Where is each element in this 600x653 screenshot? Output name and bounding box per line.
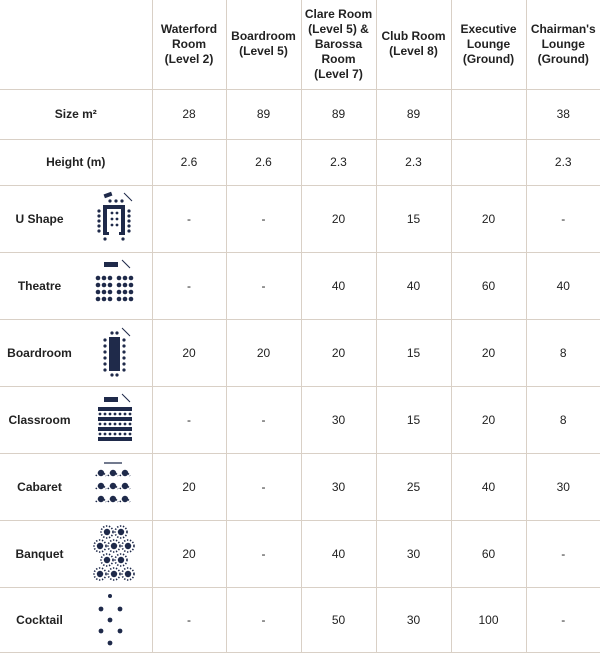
venue-name-line: Clare Room — [304, 6, 373, 21]
row-label: Banquet — [0, 520, 79, 587]
table-cell: 20 — [152, 453, 226, 520]
row-label: Height (m) — [0, 139, 152, 185]
table-cell: - — [226, 185, 301, 252]
cabaret-layout-icon — [92, 459, 138, 515]
venue-name-line: Room — [321, 51, 356, 66]
u-shape-layout-icon — [92, 191, 138, 247]
table-cell: 89 — [226, 89, 301, 139]
venue-header-chairmans-lounge — [526, 0, 600, 89]
table-cell: 100 — [451, 587, 526, 652]
row-label: U Shape — [0, 185, 79, 252]
row-label: Theatre — [0, 252, 79, 319]
table-row-classroom — [0, 386, 600, 453]
venue-name-line: Boardroom — [231, 29, 296, 44]
row-label: Cabaret — [0, 453, 79, 520]
row-label: Cocktail — [0, 587, 79, 652]
venue-name-line: Barossa — [314, 36, 363, 51]
header-row — [0, 0, 600, 89]
venue-name-line: Room — [172, 36, 206, 51]
venue-name-line: Executive — [460, 21, 517, 36]
table-cell: 28 — [152, 89, 226, 139]
table-cell: - — [226, 520, 301, 587]
layout-icon-cell — [79, 185, 152, 252]
boardroom-layout-icon — [92, 325, 138, 381]
table-cell: 20 — [152, 520, 226, 587]
table-cell: 20 — [301, 185, 376, 252]
layout-icon-cell — [79, 453, 152, 520]
venue-name-line: (Level 8) — [389, 44, 438, 59]
table-cell: - — [226, 386, 301, 453]
table-cell: 2.6 — [152, 139, 226, 185]
venue-header-waterford — [152, 0, 226, 89]
table-cell: - — [152, 587, 226, 652]
table-cell: 15 — [376, 319, 451, 386]
table-row-banquet — [0, 520, 600, 587]
table-cell: 40 — [301, 252, 376, 319]
table-row-height — [0, 139, 600, 185]
table-cell: 60 — [451, 252, 526, 319]
layout-icon-cell — [79, 386, 152, 453]
layout-icon-cell — [79, 587, 152, 652]
row-label: Boardroom — [0, 319, 79, 386]
venue-header-boardroom — [226, 0, 301, 89]
table-cell: 40 — [451, 453, 526, 520]
table-row-u-shape — [0, 185, 600, 252]
table-cell: 40 — [526, 252, 600, 319]
table-cell: - — [152, 252, 226, 319]
table-cell: 20 — [451, 185, 526, 252]
table-row-boardroom — [0, 319, 600, 386]
venue-name-line: (Ground) — [462, 51, 515, 66]
table-cell: 30 — [301, 453, 376, 520]
venue-name-line: (Level 5) — [239, 44, 288, 59]
venue-name-line: (Level 2) — [164, 51, 214, 66]
banquet-layout-icon — [92, 524, 138, 584]
table-cell: 89 — [301, 89, 376, 139]
venue-name-line: Lounge — [466, 36, 511, 51]
table-cell: 38 — [526, 89, 600, 139]
table-cell: 30 — [526, 453, 600, 520]
venue-name-line: Club Room — [381, 29, 446, 44]
table-row-theatre — [0, 252, 600, 319]
venue-header-executive-lounge — [451, 0, 526, 89]
table-cell: 30 — [376, 520, 451, 587]
table-cell: 20 — [152, 319, 226, 386]
table-cell — [451, 139, 526, 185]
table-cell: 8 — [526, 319, 600, 386]
layout-icon-cell — [79, 252, 152, 319]
venue-header-club-room — [376, 0, 451, 89]
venue-name-line: (Level 7) — [314, 66, 363, 81]
table-cell: 2.3 — [526, 139, 600, 185]
row-label: Classroom — [0, 386, 79, 453]
table-row-size — [0, 89, 600, 139]
table-row-cocktail — [0, 587, 600, 652]
layout-icon-cell — [79, 319, 152, 386]
table-cell — [451, 89, 526, 139]
table-cell: 2.3 — [376, 139, 451, 185]
table-cell: 40 — [376, 252, 451, 319]
table-cell: - — [152, 185, 226, 252]
table-cell: 30 — [301, 386, 376, 453]
row-label: Size m² — [0, 89, 152, 139]
table-cell: 20 — [451, 386, 526, 453]
table-cell: 40 — [301, 520, 376, 587]
venue-header-clare-barossa — [301, 0, 376, 89]
venue-name-line: (Level 5) & — [308, 21, 369, 36]
table-cell: 20 — [226, 319, 301, 386]
venue-name-line: Lounge — [541, 36, 585, 51]
table-cell: - — [226, 453, 301, 520]
corner-cell — [0, 0, 152, 89]
table-cell: 30 — [376, 587, 451, 652]
table-cell: 8 — [526, 386, 600, 453]
cocktail-layout-icon — [92, 591, 138, 649]
table-cell: - — [226, 252, 301, 319]
theatre-layout-icon — [92, 258, 138, 314]
table-cell: 25 — [376, 453, 451, 520]
table-cell: 2.6 — [226, 139, 301, 185]
table-cell: - — [226, 587, 301, 652]
table-cell: - — [152, 386, 226, 453]
table-cell: 50 — [301, 587, 376, 652]
venue-name-line: (Ground) — [537, 51, 589, 66]
table-cell: 2.3 — [301, 139, 376, 185]
table-cell: 20 — [451, 319, 526, 386]
table-cell: 89 — [376, 89, 451, 139]
table-cell: 15 — [376, 386, 451, 453]
table-cell: 15 — [376, 185, 451, 252]
layout-icon-cell — [79, 520, 152, 587]
table-row-cabaret — [0, 453, 600, 520]
table-cell: - — [526, 520, 600, 587]
table-cell: 60 — [451, 520, 526, 587]
table-cell: - — [526, 185, 600, 252]
venue-name-line: Chairman's — [530, 21, 596, 36]
table-cell: 20 — [301, 319, 376, 386]
table-cell: - — [526, 587, 600, 652]
venue-name-line: Waterford — [160, 21, 218, 36]
classroom-layout-icon — [92, 392, 138, 448]
